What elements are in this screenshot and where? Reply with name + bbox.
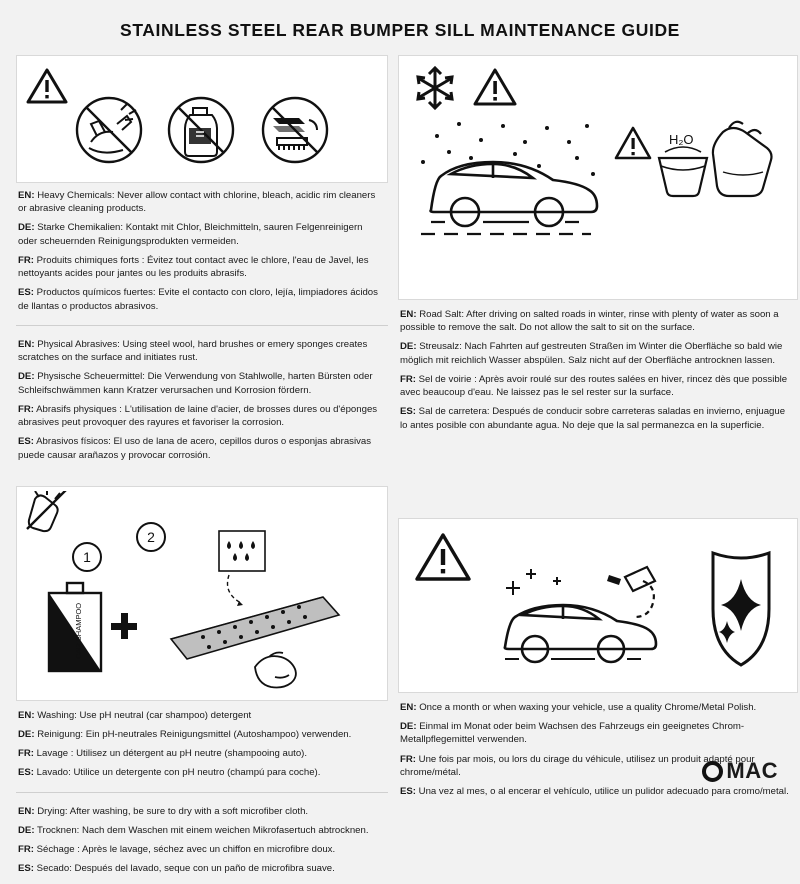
- step-2-badge: [137, 523, 165, 551]
- lang-label-fr: FR:: [18, 748, 34, 760]
- brand-name: MAC: [726, 758, 778, 783]
- road-salt-text: [398, 300, 798, 440]
- paragraph-text-fr: Produits chimiques forts : Évitez tout contact avec le chlore, l'eau de Javel, les nettoyants acides pour jantes ou les produits abrasifs.: [18, 254, 369, 280]
- logo-circle-icon: [702, 761, 723, 782]
- lang-label-es: ES:: [18, 287, 34, 299]
- step-2-label: 2: [147, 528, 155, 545]
- lang-label-de: DE:: [18, 371, 35, 383]
- drying-text: [16, 799, 388, 884]
- paragraph-en: [18, 805, 384, 818]
- paragraph-en: [400, 701, 794, 714]
- washing-icon-panel: [16, 486, 388, 701]
- paragraph-text-fr: Une fois par mois, ou lors du cirage du véhicule, utilisez un produit adapté pour chrome/métal.: [400, 753, 755, 778]
- paragraph-es: [18, 766, 384, 779]
- paragraph-text-en: Once a month or when waxing your vehicle, use a quality Chrome/Metal Polish.: [416, 701, 757, 713]
- paragraph-en: [18, 189, 384, 215]
- road-salt-icons: [407, 62, 785, 296]
- snowflake-icon: [418, 68, 452, 108]
- paragraph-text-fr: Abrasifs physiques : L'utilisation de laine d'acier, de brosses dures ou d'éponges abrasives peut provoquer des rayures et favoriser la corrosion.: [18, 403, 378, 429]
- lang-label-de: DE:: [400, 341, 417, 353]
- paragraph-text-en: Heavy Chemicals: Never allow contact with chlorine, bleach, acidic rim cleaners or abrasive cleaning products.: [18, 190, 376, 215]
- left-column: [16, 55, 388, 884]
- no-abrasive-sponge-icon: [263, 98, 327, 162]
- paragraph-fr: [18, 403, 384, 429]
- paragraph-es: [18, 286, 384, 312]
- lang-label-de: DE:: [18, 824, 35, 836]
- paragraph-fr: [400, 373, 794, 399]
- paragraph-text-de: Physische Scheuermittel: Die Verwendung von Stahlwolle, harten Bürsten oder Schleifschwämmen kann Kratzer verursachen und Korrosion fördern.: [18, 371, 373, 396]
- paragraph-text-es: Productos químicos fuertes: Evite el contacto con cloro, lejía, limpiadores ácidos de llantas o productos abrasivos.: [18, 287, 378, 312]
- paragraph-text-fr: Lavage : Utilisez un détergent au pH neutre (shampooing auto).: [33, 748, 308, 760]
- paragraph-text-es: Secado: Después del lavado, seque con un paño de microfibra suave.: [34, 863, 335, 875]
- no-hand-scrub-icon: [27, 491, 67, 531]
- lang-label-fr: FR:: [400, 373, 416, 385]
- washing-icons: [23, 491, 379, 697]
- paragraph-text-fr: Sel de voirie : Après avoir roulé sur des routes salées en hiver, rincez dès que possible avec beaucoup d'eau. Ne laissez pas le sel rester sur la surface.: [400, 373, 788, 399]
- right-column: [398, 55, 798, 806]
- microfiber-cloth-hand-icon: [255, 652, 296, 687]
- lang-label-es: ES:: [18, 863, 34, 875]
- content-grid: [16, 55, 789, 884]
- paragraph-es: [18, 862, 384, 875]
- paragraph-es: [18, 435, 384, 461]
- lang-label-fr: FR:: [18, 844, 34, 856]
- lang-label-en: EN:: [400, 701, 417, 713]
- washing-text: [16, 701, 388, 788]
- paragraph-fr: [18, 254, 384, 280]
- lang-label-de: DE:: [400, 721, 417, 733]
- physical-abrasives-text: [16, 332, 388, 470]
- lang-label-en: EN:: [18, 805, 35, 817]
- heavy-chemicals-icons: [25, 62, 377, 176]
- polish-icons: [407, 525, 785, 689]
- paragraph-de: [18, 221, 384, 247]
- car-snow-icon: [421, 162, 597, 234]
- text-divider: [16, 792, 388, 793]
- heavy-chemicals-text: [16, 183, 388, 321]
- paragraph-fr: [18, 843, 384, 856]
- page-title: STAINLESS STEEL REAR BUMPER SILL MAINTENANCE GUIDE: [120, 20, 680, 40]
- paragraph-text-es: Lavado: Utilice un detergente con pH neutro (champú para coche).: [34, 767, 321, 779]
- paragraph-es: [400, 405, 794, 431]
- lang-label-es: ES:: [400, 406, 416, 418]
- paragraph-text-es: Abrasivos físicos: El uso de lana de acero, cepillos duros o esponjas abrasivas puede causar arañazos y provocar corrosión.: [18, 436, 372, 461]
- paragraph-en: [18, 338, 384, 364]
- paragraph-de: [400, 720, 794, 746]
- paragraph-text-de: Einmal im Monat oder beim Wachsen des Fahrzeugs ein geeignetes Chrom-Metallpflegemittel verwenden.: [400, 721, 745, 746]
- step-1-label: 1: [83, 548, 91, 565]
- lang-label-en: EN:: [18, 709, 35, 721]
- paragraph-text-es: Sal de carretera: Después de conducir sobre carreteras saladas en invierno, enjuague lo antes posible con abundante agua. No deje que la sal permanezca en la superficie.: [400, 406, 786, 431]
- lang-label-de: DE:: [18, 222, 35, 234]
- polish-text: [398, 693, 798, 806]
- snow-dots: [421, 122, 595, 176]
- lang-label-de: DE:: [18, 728, 35, 740]
- paragraph-en: [400, 308, 794, 334]
- shampoo-bottle-label: CAR SHAMPOO: [74, 602, 83, 659]
- lang-label-en: EN:: [18, 190, 35, 201]
- sparkle-icons: [506, 569, 561, 595]
- text-divider: [16, 325, 388, 326]
- heavy-chemicals-icon-panel: [16, 55, 388, 183]
- paragraph-de: [400, 340, 794, 366]
- paragraph-de: [18, 824, 384, 837]
- water-drops-icon: [219, 531, 265, 606]
- paragraph-text-en: Road Salt: After driving on salted roads in winter, rinse with plenty of water as soon a possible to remove the salt. Do not allow the salt to sit on the surface.: [400, 309, 779, 334]
- step-1-badge: [73, 543, 101, 571]
- paragraph-text-de: Trocknen: Nach dem Waschen mit einem weichen Mikrofasertuch abtrocknen.: [34, 824, 369, 836]
- water-bucket-icon: [659, 147, 707, 196]
- paragraph-text-en: Washing: Use pH neutral (car shampoo) detergent: [34, 709, 252, 721]
- road-salt-icon-panel: [398, 55, 798, 300]
- bumper-sill-icon: [171, 597, 339, 659]
- paragraph-text-en: Drying: After washing, be sure to dry with a soft microfiber cloth.: [34, 805, 309, 817]
- paragraph-text-de: Reinigung: Ein pH-neutrales Reinigungsmittel (Autoshampoo) verwenden.: [34, 728, 352, 740]
- polish-icon-panel: [398, 518, 798, 693]
- paragraph-text-de: Streusalz: Nach Fahrten auf gestreuten Straßen im Winter die Oberfläche so bald wie möglich mit reichlich Wasser abspülen. Salz nicht auf der Oberfläche antrocknen lassen.: [400, 341, 783, 366]
- lang-label-fr: FR:: [18, 403, 34, 415]
- paragraph-text-en: Physical Abrasives: Using steel wool, hard brushes or emery sponges creates scratches on the surface and initiates rust.: [18, 338, 368, 364]
- hand-wipe-icon: [713, 122, 772, 196]
- paragraph-en: [18, 709, 384, 722]
- paragraph-fr: [18, 747, 384, 760]
- paragraph-text-es: Una vez al mes, o al encerar el vehículo, utilice un pulidor adecuado para cromo/metal.: [416, 786, 789, 798]
- no-bleach-bottle-icon: [169, 98, 233, 162]
- shine-star-icon: [719, 579, 761, 643]
- paragraph-text-de: Starke Chemikalien: Kontakt mit Chlor, Bleichmitteln, sauren Felgenreinigern oder scheuernden Reinigungsprodukten vermeiden.: [18, 222, 363, 247]
- spray-gun-icon: [607, 567, 655, 617]
- lang-label-fr: FR:: [18, 254, 34, 266]
- lang-label-es: ES:: [400, 786, 416, 798]
- car-polish-spray-icon: [505, 605, 656, 662]
- shampoo-bottle-icon: [49, 583, 101, 671]
- paragraph-es: [400, 785, 794, 798]
- lang-label-es: ES:: [18, 767, 34, 779]
- no-chemical-spray-icon: [77, 98, 141, 162]
- lang-label-en: EN:: [400, 309, 417, 320]
- lang-label-es: ES:: [18, 436, 34, 448]
- paragraph-de: [18, 728, 384, 741]
- lang-label-fr: FR:: [400, 753, 416, 765]
- paragraph-de: [18, 370, 384, 396]
- lang-label-en: EN:: [18, 338, 35, 350]
- brand-logo: [702, 758, 778, 784]
- plus-icon: [111, 613, 137, 639]
- water-label: H₂O: [669, 132, 694, 147]
- paragraph-text-fr: Séchage : Après le lavage, séchez avec un chiffon en microfibre doux.: [33, 844, 336, 856]
